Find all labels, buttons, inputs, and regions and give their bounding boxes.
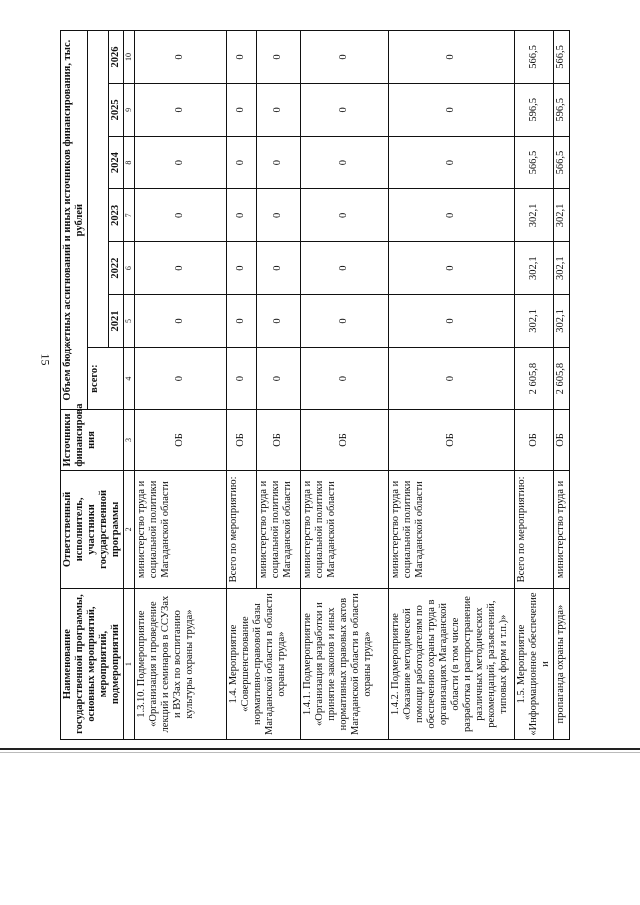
row-total: 0 <box>134 347 226 409</box>
row-source: ОБ <box>514 410 553 470</box>
row-total: 0 <box>388 347 514 409</box>
table-row <box>553 31 569 740</box>
row-executor: министерство труда и социальной политики Магаданской области <box>256 470 300 589</box>
row-year-value: 0 <box>256 136 300 189</box>
row-year-value: 0 <box>226 31 256 84</box>
table-row <box>514 31 553 740</box>
row-year-value: 0 <box>134 136 226 189</box>
row-year-value: 0 <box>256 83 300 136</box>
rotated-table-wrapper <box>60 30 567 740</box>
column-index: 10 <box>124 31 134 84</box>
column-index-row <box>124 31 134 740</box>
header-executor: Ответственный исполнитель, участники государственной программы <box>61 470 124 589</box>
row-year-value: 0 <box>300 31 388 84</box>
row-source: ОБ <box>226 410 256 470</box>
header-year: 2025 <box>109 83 124 136</box>
header-total: всего: <box>88 347 124 409</box>
row-year-value: 0 <box>388 136 514 189</box>
row-year-value: 0 <box>300 136 388 189</box>
row-year-value: 0 <box>388 189 514 242</box>
row-year-value: 302,1 <box>553 295 569 348</box>
header-year: 2026 <box>109 31 124 84</box>
row-year-value: 0 <box>300 295 388 348</box>
row-year-value: 566,5 <box>553 31 569 84</box>
row-year-value: 0 <box>388 83 514 136</box>
header-program-name: Наименование государственной программы, основных мероприятий, мероприятий, подмероприятий <box>61 589 124 740</box>
row-name: 1.3.10. Подмероприятие «Организация и проведение лекций и семинаров в ССУЗах и ВУЗах по воспитанию культуры охраны труда» <box>134 589 226 740</box>
row-name: пропаганда охраны труда» <box>553 589 569 740</box>
row-year-value: 302,1 <box>514 295 553 348</box>
header-row <box>61 31 88 740</box>
row-year-value: 566,5 <box>553 136 569 189</box>
row-total: 0 <box>300 347 388 409</box>
row-executor: министерство труда и социальной политики Магаданской области <box>388 470 514 589</box>
row-name: 1.5. Мероприятие «Информационное обеспечение и <box>514 589 553 740</box>
row-year-value: 0 <box>134 295 226 348</box>
row-year-value: 0 <box>134 31 226 84</box>
row-year-value: 0 <box>226 136 256 189</box>
row-total: 2 605,8 <box>514 347 553 409</box>
row-year-value: 0 <box>134 242 226 295</box>
row-year-value: 0 <box>226 189 256 242</box>
table-row <box>300 31 388 740</box>
header-funding-group: Объем бюджетных ассигнований и иных источников финансирования, тыс. рублей <box>61 31 88 410</box>
row-executor: министерство труда и социальной политики Магаданской области <box>300 470 388 589</box>
row-year-value: 596,5 <box>514 83 553 136</box>
row-year-value: 566,5 <box>514 31 553 84</box>
row-source: ОБ <box>388 410 514 470</box>
column-index: 2 <box>124 470 134 589</box>
funding-table <box>60 30 570 740</box>
column-index: 4 <box>124 347 134 409</box>
row-year-value: 0 <box>256 31 300 84</box>
column-index: 8 <box>124 136 134 189</box>
row-executor: министерство труда и социальной политики Магаданской области <box>134 470 226 589</box>
row-year-value: 0 <box>134 83 226 136</box>
row-year-value: 0 <box>388 31 514 84</box>
column-index: 5 <box>124 295 134 348</box>
row-year-value: 302,1 <box>553 189 569 242</box>
header-year: 2023 <box>109 189 124 242</box>
header-years-spacer <box>88 31 109 348</box>
header-year: 2022 <box>109 242 124 295</box>
row-year-value: 566,5 <box>514 136 553 189</box>
page-fold-shadow <box>0 752 640 753</box>
header-year: 2024 <box>109 136 124 189</box>
row-year-value: 0 <box>226 83 256 136</box>
row-year-value: 0 <box>226 295 256 348</box>
table-row <box>388 31 514 740</box>
header-source: Источники финансирова ния <box>61 410 124 470</box>
table-row <box>226 31 256 740</box>
column-index: 9 <box>124 83 134 136</box>
row-name: 1.4. Мероприятие «Совершенствование нормативно-правовой базы Магаданской области в области охраны труда» <box>226 589 300 740</box>
row-year-value: 0 <box>388 242 514 295</box>
row-executor: министерство труда и <box>553 470 569 589</box>
row-year-value: 0 <box>134 189 226 242</box>
row-executor: Всего по мероприятию: <box>226 470 256 589</box>
column-index: 1 <box>124 589 134 740</box>
page-fold-line <box>0 748 640 750</box>
row-source: ОБ <box>553 410 569 470</box>
row-name: 1.4.2. Подмероприятие «Оказание методической помощи работодателям по обеспечению охраны труда в организациях Магаданской области (в том числе разработка и распространение различных методических рекомендаций, разъяснений, типовых форм и т.п.)» <box>388 589 514 740</box>
row-year-value: 596,5 <box>553 83 569 136</box>
column-index: 3 <box>124 410 134 470</box>
row-year-value: 0 <box>256 242 300 295</box>
row-year-value: 0 <box>388 295 514 348</box>
row-source: ОБ <box>134 410 226 470</box>
row-year-value: 0 <box>256 189 300 242</box>
row-name: 1.4.1. Подмероприятие «Организация разработки и принятие законов и иных нормативных правовых актов Магаданской области в области охраны труда» <box>300 589 388 740</box>
row-executor: Всего по мероприятию: <box>514 470 553 589</box>
row-year-value: 302,1 <box>514 242 553 295</box>
row-year-value: 0 <box>300 242 388 295</box>
row-total: 0 <box>256 347 300 409</box>
column-index: 6 <box>124 242 134 295</box>
row-year-value: 0 <box>300 189 388 242</box>
row-source: ОБ <box>256 410 300 470</box>
row-total: 0 <box>226 347 256 409</box>
header-year: 2021 <box>109 295 124 348</box>
table-row <box>134 31 226 740</box>
row-total: 2 605,8 <box>553 347 569 409</box>
column-index: 7 <box>124 189 134 242</box>
row-source: ОБ <box>300 410 388 470</box>
row-year-value: 0 <box>300 83 388 136</box>
row-year-value: 302,1 <box>514 189 553 242</box>
row-year-value: 0 <box>256 295 300 348</box>
page-number: 15 <box>38 353 53 366</box>
row-year-value: 302,1 <box>553 242 569 295</box>
row-year-value: 0 <box>226 242 256 295</box>
